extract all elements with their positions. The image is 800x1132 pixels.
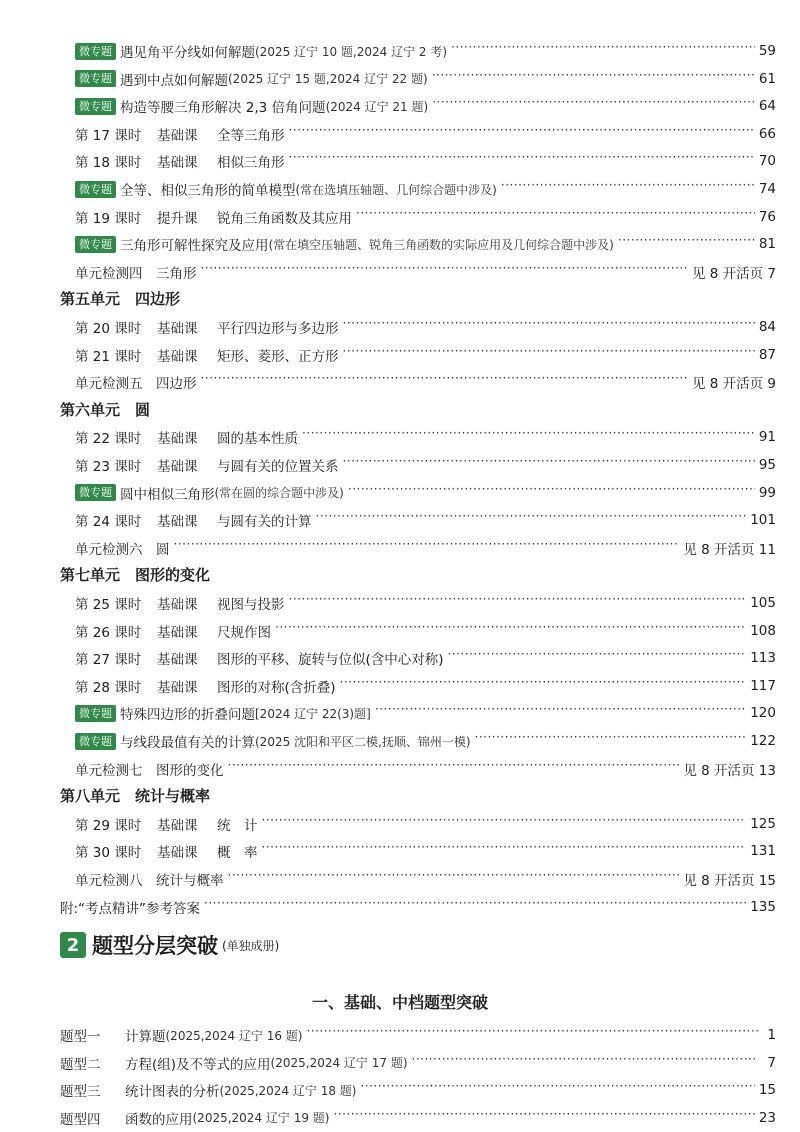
dot-leader [375,706,746,720]
entry-title: 与圆有关的位置关系 [217,459,339,475]
lesson-kind: 基础课 [157,127,198,144]
section-header [60,930,279,960]
toc-entry[interactable] [75,371,776,393]
entry-title: 相似三角形 [217,155,285,172]
dot-leader [348,486,755,500]
entry-title: 矩形、菱形、正方形 [217,348,339,365]
page-number: 见 8 开活页 11 [683,541,776,558]
dot-leader [333,1111,754,1125]
dot-leader [501,182,755,196]
lesson-kind: 基础课 [157,679,198,696]
dot-leader [262,817,747,831]
lesson-number: 第 21 课时 [75,348,142,365]
toc-entry[interactable] [75,233,776,255]
dot-leader [343,320,755,334]
question-type-entry[interactable] [60,1052,776,1074]
entry-note: (2025 辽宁 15 题,2024 辽宁 22 题) [228,72,428,87]
toc-entry[interactable] [75,454,776,476]
entry-note: (2025 辽宁 10 题,2024 辽宁 2 考) [255,44,448,59]
dot-leader [432,99,755,113]
type-label: 题型三 [60,1084,101,1100]
page-number: 113 [750,650,776,667]
lesson-label [75,455,217,475]
page-number: 101 [750,512,776,529]
page-number: 7 [767,1054,776,1071]
dot-leader [448,651,747,665]
dot-leader [174,541,680,555]
entry-title: 计算题 [125,1029,166,1045]
toc-entry[interactable] [75,426,776,448]
lesson-label [75,151,217,171]
lesson-label [75,621,217,641]
micro-topic-badge: 微专题 [75,98,116,115]
unit-test-title: 单元检测八 统计与概率 [75,873,224,889]
page-number: 见 8 开活页 15 [683,873,776,889]
page-number: 70 [758,153,776,170]
toc-entry[interactable] [75,178,776,200]
lesson-kind: 基础课 [157,624,198,641]
lesson-kind: 基础课 [157,597,198,613]
page-number: 87 [758,346,776,363]
lesson-label [75,124,217,144]
unit-test-title: 单元检测六 圆 [75,541,170,558]
unit-heading: 第八单元 统计与概率 [60,787,211,806]
entry-note: (2025,2024 辽宁 19 题) [192,1111,330,1125]
unit-heading: 第六单元 圆 [60,400,151,419]
micro-topic-badge: 微专题 [75,43,116,60]
micro-topic-badge: 微专题 [75,70,116,87]
entry-note: [2024 辽宁 22(3)题] [255,706,371,721]
entry-title: 特殊四边形的折叠问题 [120,707,255,724]
lesson-label [75,648,217,668]
dot-leader [275,624,746,638]
page-number: 15 [758,1082,776,1098]
appendix-entry[interactable] [60,896,776,918]
entry-title: 图形的对称(含折叠) [217,679,336,696]
dot-leader [228,872,680,886]
toc-entry[interactable] [75,840,776,862]
entry-note: (常在填空压轴题、锐角三角函数的实际应用及几何综合题中涉及) [268,237,614,252]
toc-entry[interactable] [75,344,776,366]
page-number: 74 [758,181,776,197]
unit-test-title: 单元检测七 图形的变化 [75,762,224,779]
entry-note: (常在圆的综合题中涉及) [214,486,344,501]
page-number: 见 8 开活页 13 [683,762,776,779]
entry-note: (2025,2024 辽宁 17 题) [270,1056,408,1070]
micro-topic-badge: 微专题 [75,733,116,750]
entry-title: 与线段最值有关的计算 [120,735,255,751]
toc-entry[interactable] [75,647,776,669]
lesson-number: 第 17 课时 [75,127,142,144]
micro-topic-badge: 微专题 [75,705,116,722]
lesson-label [75,207,217,227]
toc-entry[interactable] [75,868,776,890]
dot-leader [343,458,755,472]
dot-leader [262,844,747,858]
page-number: 105 [750,595,776,611]
dot-leader [356,210,755,224]
toc-entry[interactable] [75,40,776,62]
entry-note: (2024 辽宁 21 题) [325,99,429,114]
lesson-label [75,345,217,365]
lesson-kind: 基础课 [157,459,198,475]
toc-entry[interactable] [75,620,776,642]
type-label: 题型二 [60,1056,101,1073]
entry-title: 全等三角形 [217,127,285,144]
lesson-kind: 基础课 [157,845,198,862]
dot-leader [432,72,755,86]
page-number: 120 [750,705,776,722]
toc-entry[interactable] [75,261,776,283]
dot-leader [475,734,747,748]
toc-entry[interactable] [75,592,776,614]
page-number: 108 [750,622,776,639]
entry-title: 锐角三角函数及其应用 [217,210,352,227]
dot-leader [316,513,747,527]
lesson-number: 第 24 课时 [75,514,142,531]
page-number: 23 [758,1109,776,1126]
lesson-number: 第 23 课时 [75,459,142,475]
toc-entry[interactable] [75,123,776,145]
page-number: 91 [758,429,776,446]
lesson-kind: 基础课 [157,817,198,834]
question-type-entry[interactable] [60,1079,776,1101]
lesson-label [75,593,217,613]
micro-topic-badge: 微专题 [75,236,116,253]
lesson-kind: 提升课 [157,210,198,227]
dot-leader [451,44,755,58]
toc-entry[interactable] [75,509,776,531]
lesson-kind: 基础课 [157,652,198,669]
dot-leader [289,596,747,610]
micro-topic-badge: 微专题 [75,484,116,501]
lesson-label [75,510,217,530]
entry-title: 构造等腰三角形解决 2,3 倍角问题 [120,100,326,117]
unit-heading: 第七单元 图形的变化 [60,566,211,585]
lesson-label [75,841,217,861]
section-number: 2 [60,932,86,958]
dot-leader [340,679,747,693]
lesson-number: 第 18 课时 [75,155,142,172]
toc-entry[interactable] [75,316,776,338]
page-number: 59 [758,43,776,59]
entry-title: 圆的基本性质 [217,431,298,448]
page-number: 131 [750,843,776,860]
entry-title: 与圆有关的计算 [217,514,312,531]
dot-leader [412,1056,758,1070]
dot-leader [289,127,755,141]
page-number: 66 [758,125,776,142]
lesson-number: 第 29 课时 [75,817,142,834]
entry-title: 图形的平移、旋转与位似(含中心对称) [217,652,444,669]
toc-entry[interactable] [75,675,776,697]
lesson-number: 第 30 课时 [75,845,142,862]
lesson-number: 第 27 课时 [75,652,142,669]
entry-title: 遇到中点如何解题 [120,72,228,89]
toc-entry[interactable] [75,730,776,752]
toc-entry[interactable] [75,68,776,90]
page-number: 95 [758,457,776,473]
toc-entry[interactable] [75,702,776,724]
lesson-kind: 基础课 [157,321,198,337]
toc-entry[interactable] [75,758,776,780]
toc-entry[interactable] [75,537,776,559]
dot-leader [343,348,755,362]
entry-title: 遇见角平分线如何解题 [120,45,255,61]
subsection-heading: 一、基础、中档题型突破 [311,993,488,1012]
lesson-number: 第 26 课时 [75,624,142,641]
dot-leader [204,900,746,914]
page-number: 99 [758,484,776,501]
page-number: 117 [750,677,776,694]
page-number: 64 [758,98,776,115]
section-title: 题型分层突破 [92,934,218,958]
lesson-kind: 基础课 [157,155,198,172]
toc-entry[interactable] [75,813,776,835]
appendix-title: 附:“考点精讲”参考答案 [60,900,201,917]
question-type-entry[interactable] [60,1024,776,1046]
dot-leader [360,1083,754,1097]
entry-title: 尺规作图 [217,624,271,641]
page-number: 84 [758,319,776,335]
unit-heading: 第五单元 四边形 [60,290,181,309]
lesson-label [75,317,217,337]
dot-leader [228,762,680,776]
page-number: 81 [758,236,776,253]
entry-title: 三角形可解性探究及应用 [120,238,269,255]
page-number: 125 [750,815,776,832]
entry-note: (2025,2024 辽宁 18 题) [219,1083,357,1098]
lesson-kind: 基础课 [157,431,198,448]
entry-note: (2025,2024 辽宁 16 题) [165,1028,303,1043]
micro-topic-badge: 微专题 [75,181,116,198]
type-label: 题型一 [60,1029,101,1045]
entry-note: (2025 沈阳和平区二模,抚顺、锦州一模) [255,734,471,749]
page-number: 见 8 开活页 7 [691,265,776,282]
entry-title: 视图与投影 [217,597,285,613]
lesson-kind: 基础课 [157,514,198,531]
dot-leader [618,237,755,251]
unit-test-title: 单元检测四 三角形 [75,265,197,282]
page-number: 122 [750,733,776,749]
lesson-number: 第 20 课时 [75,321,142,337]
entry-title: 平行四边形与多边形 [217,321,339,337]
unit-test-title: 单元检测五 四边形 [75,376,197,393]
lesson-label [75,427,217,447]
toc-entry[interactable] [75,150,776,172]
page-number: 135 [750,898,776,915]
section-subtitle: (单独成册) [222,938,280,953]
entry-title: 函数的应用 [125,1111,193,1128]
entry-title: 统计图表的分析 [125,1084,220,1100]
dot-leader [201,375,688,389]
entry-title: 统 计 [217,817,258,834]
lesson-label [75,814,217,834]
page-number: 见 8 开活页 9 [691,376,776,393]
dot-leader [306,1028,758,1042]
question-type-entry[interactable] [60,1107,776,1129]
dot-leader [302,430,755,444]
toc-entry[interactable] [75,482,776,504]
entry-title: 概 率 [217,845,258,862]
lesson-number: 第 22 课时 [75,431,142,448]
entry-title: 方程(组)及不等式的应用 [125,1056,271,1073]
type-label: 题型四 [60,1111,101,1128]
lesson-number: 第 25 课时 [75,597,142,613]
lesson-number: 第 28 课时 [75,679,142,696]
entry-note: (常在选填压轴题、几何综合题中涉及) [295,182,497,197]
lesson-label [75,676,217,696]
dot-leader [289,154,755,168]
toc-entry[interactable] [75,95,776,117]
entry-title: 圆中相似三角形 [120,486,215,503]
page-number: 61 [758,70,776,87]
page-number: 76 [758,208,776,225]
page-number: 1 [767,1027,776,1043]
lesson-kind: 基础课 [157,348,198,365]
lesson-number: 第 19 课时 [75,210,142,227]
entry-title: 全等、相似三角形的简单模型 [120,183,296,199]
dot-leader [201,265,688,279]
toc-entry[interactable] [75,206,776,228]
